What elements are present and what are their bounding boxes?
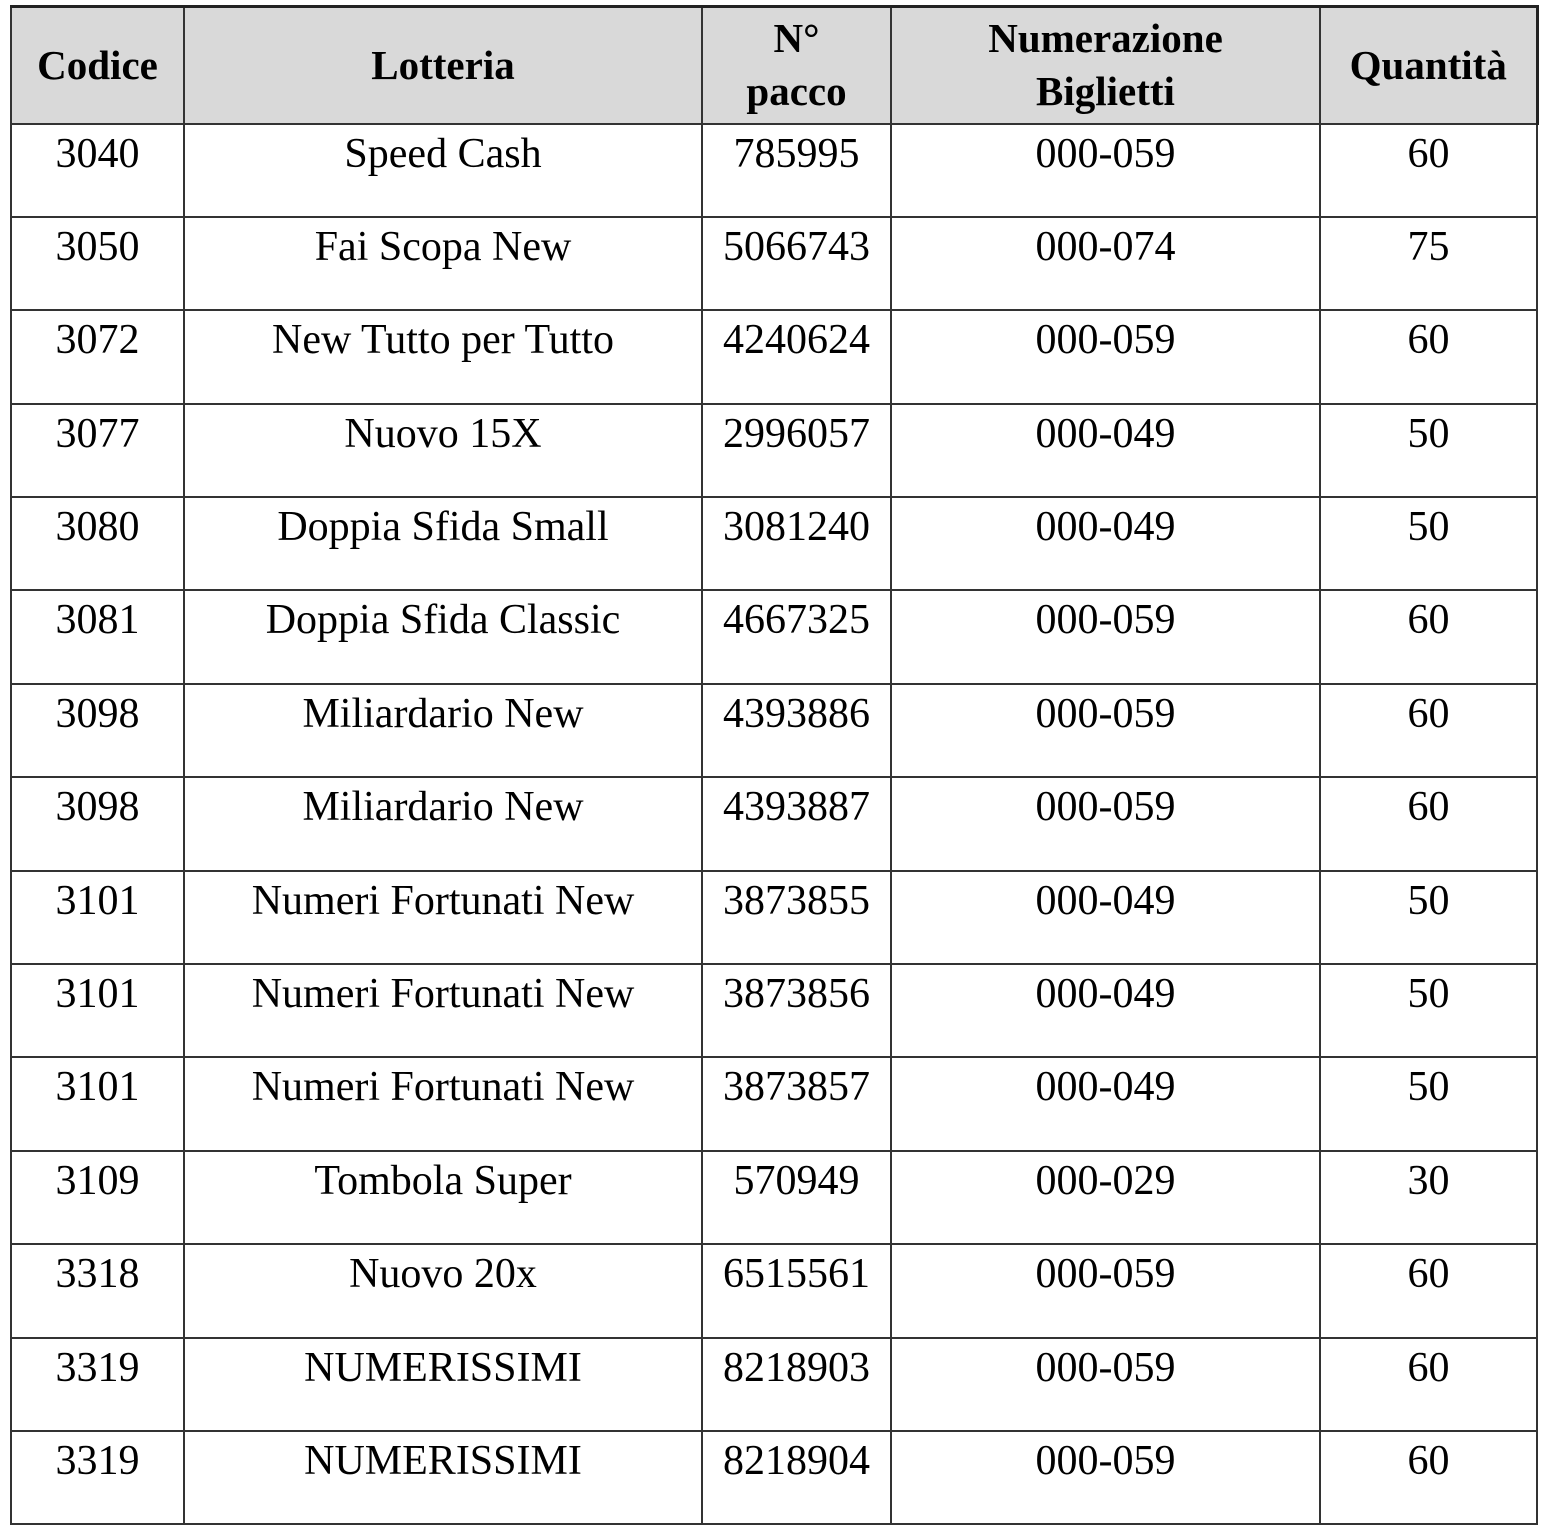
cell-numerazione: 000-059 — [891, 1338, 1320, 1431]
cell-pacco: 4393887 — [702, 777, 891, 870]
cell-numerazione: 000-059 — [891, 124, 1320, 217]
cell-lotteria: New Tutto per Tutto — [184, 310, 702, 403]
cell-numerazione: 000-049 — [891, 404, 1320, 497]
table-header — [11, 7, 1537, 124]
table-row — [11, 1244, 1537, 1337]
cell-numerazione: 000-059 — [891, 684, 1320, 777]
header-numerazione-line2: Biglietti — [1036, 68, 1175, 115]
table-row — [11, 1057, 1537, 1150]
header-pacco-line1: N° — [773, 15, 820, 62]
table-row — [11, 1431, 1537, 1524]
cell-pacco: 4667325 — [702, 590, 891, 683]
table-row — [11, 590, 1537, 683]
cell-quantita: 50 — [1320, 1057, 1537, 1150]
cell-numerazione: 000-049 — [891, 871, 1320, 964]
table-row — [11, 404, 1537, 497]
cell-lotteria: NUMERISSIMI — [184, 1431, 702, 1524]
cell-codice: 3040 — [11, 124, 184, 217]
cell-quantita: 60 — [1320, 1338, 1537, 1431]
cell-pacco: 8218904 — [702, 1431, 891, 1524]
cell-quantita: 60 — [1320, 590, 1537, 683]
header-row — [11, 7, 1537, 124]
lottery-packages-table — [10, 5, 1539, 1525]
cell-numerazione: 000-029 — [891, 1151, 1320, 1244]
cell-lotteria: Speed Cash — [184, 124, 702, 217]
cell-pacco: 5066743 — [702, 217, 891, 310]
table-body — [11, 124, 1537, 1525]
cell-codice: 3077 — [11, 404, 184, 497]
cell-codice: 3080 — [11, 497, 184, 590]
header-codice: Codice — [11, 7, 184, 124]
cell-numerazione: 000-059 — [891, 1244, 1320, 1337]
cell-quantita: 60 — [1320, 777, 1537, 870]
cell-quantita: 50 — [1320, 404, 1537, 497]
cell-numerazione: 000-049 — [891, 964, 1320, 1057]
cell-codice: 3101 — [11, 1057, 184, 1150]
cell-pacco: 3873855 — [702, 871, 891, 964]
cell-codice: 3319 — [11, 1431, 184, 1524]
cell-lotteria: Doppia Sfida Small — [184, 497, 702, 590]
cell-quantita: 60 — [1320, 124, 1537, 217]
cell-quantita: 60 — [1320, 1244, 1537, 1337]
table-row — [11, 217, 1537, 310]
cell-lotteria: Numeri Fortunati New — [184, 964, 702, 1057]
cell-codice: 3098 — [11, 684, 184, 777]
table-row — [11, 310, 1537, 403]
cell-lotteria: Doppia Sfida Classic — [184, 590, 702, 683]
cell-pacco: 4240624 — [702, 310, 891, 403]
cell-lotteria: Miliardario New — [184, 777, 702, 870]
cell-numerazione: 000-059 — [891, 590, 1320, 683]
cell-quantita: 50 — [1320, 964, 1537, 1057]
cell-numerazione: 000-074 — [891, 217, 1320, 310]
table-row — [11, 964, 1537, 1057]
cell-numerazione: 000-059 — [891, 777, 1320, 870]
cell-codice: 3318 — [11, 1244, 184, 1337]
table-row — [11, 497, 1537, 590]
cell-lotteria: Numeri Fortunati New — [184, 871, 702, 964]
cell-pacco: 3081240 — [702, 497, 891, 590]
cell-codice: 3081 — [11, 590, 184, 683]
cell-pacco: 6515561 — [702, 1244, 891, 1337]
cell-numerazione: 000-049 — [891, 497, 1320, 590]
cell-lotteria: Miliardario New — [184, 684, 702, 777]
cell-quantita: 30 — [1320, 1151, 1537, 1244]
cell-pacco: 2996057 — [702, 404, 891, 497]
cell-pacco: 570949 — [702, 1151, 891, 1244]
table-row — [11, 871, 1537, 964]
cell-quantita: 60 — [1320, 684, 1537, 777]
cell-pacco: 8218903 — [702, 1338, 891, 1431]
cell-codice: 3098 — [11, 777, 184, 870]
cell-codice: 3072 — [11, 310, 184, 403]
cell-numerazione: 000-059 — [891, 1431, 1320, 1524]
header-pacco-line2: pacco — [746, 68, 847, 115]
cell-codice: 3101 — [11, 871, 184, 964]
cell-lotteria: Nuovo 15X — [184, 404, 702, 497]
header-numerazione-line1: Numerazione — [988, 15, 1223, 62]
cell-lotteria: Fai Scopa New — [184, 217, 702, 310]
cell-codice: 3109 — [11, 1151, 184, 1244]
cell-codice: 3319 — [11, 1338, 184, 1431]
table-row — [11, 1338, 1537, 1431]
cell-lotteria: Numeri Fortunati New — [184, 1057, 702, 1150]
cell-lotteria: NUMERISSIMI — [184, 1338, 702, 1431]
cell-numerazione: 000-049 — [891, 1057, 1320, 1150]
cell-lotteria: Nuovo 20x — [184, 1244, 702, 1337]
table-row — [11, 684, 1537, 777]
header-quantita: Quantità — [1320, 7, 1537, 124]
cell-quantita: 60 — [1320, 310, 1537, 403]
cell-quantita: 75 — [1320, 217, 1537, 310]
cell-lotteria: Tombola Super — [184, 1151, 702, 1244]
cell-pacco: 4393886 — [702, 684, 891, 777]
cell-pacco: 3873856 — [702, 964, 891, 1057]
header-numerazione — [891, 7, 1320, 124]
cell-numerazione: 000-059 — [891, 310, 1320, 403]
cell-quantita: 50 — [1320, 497, 1537, 590]
cell-codice: 3101 — [11, 964, 184, 1057]
cell-quantita: 50 — [1320, 871, 1537, 964]
cell-pacco: 3873857 — [702, 1057, 891, 1150]
table-row — [11, 124, 1537, 217]
cell-quantita: 60 — [1320, 1431, 1537, 1524]
table-row — [11, 1151, 1537, 1244]
table-row — [11, 777, 1537, 870]
cell-pacco: 785995 — [702, 124, 891, 217]
header-lotteria: Lotteria — [184, 7, 702, 124]
header-pacco — [702, 7, 891, 124]
cell-codice: 3050 — [11, 217, 184, 310]
